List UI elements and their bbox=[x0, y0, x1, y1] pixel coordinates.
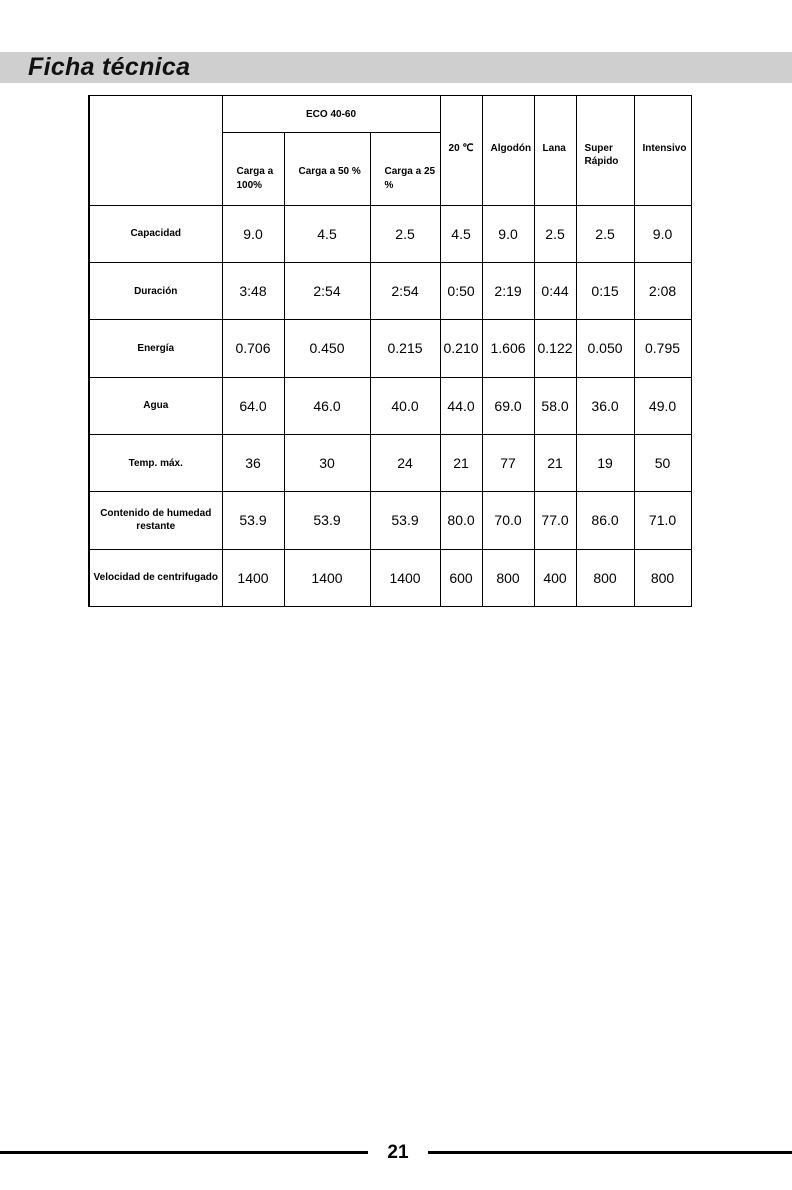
value-cell: 69.0 bbox=[482, 377, 534, 434]
value-cell: 53.9 bbox=[284, 492, 370, 549]
value-cell: 2.5 bbox=[534, 205, 576, 262]
value-cell: 9.0 bbox=[222, 205, 284, 262]
row-label: Contenido de humedad restante bbox=[89, 492, 222, 549]
value-cell: 0.210 bbox=[440, 320, 482, 377]
value-cell: 49.0 bbox=[634, 377, 691, 434]
value-cell: 800 bbox=[576, 549, 634, 606]
value-cell: 3:48 bbox=[222, 262, 284, 319]
value-cell: 800 bbox=[634, 549, 691, 606]
value-cell: 44.0 bbox=[440, 377, 482, 434]
value-cell: 71.0 bbox=[634, 492, 691, 549]
row-label: Capacidad bbox=[89, 205, 222, 262]
value-cell: 0.122 bbox=[534, 320, 576, 377]
table-row bbox=[89, 320, 691, 377]
value-cell: 1400 bbox=[370, 549, 440, 606]
value-cell: 800 bbox=[482, 549, 534, 606]
value-cell: 400 bbox=[534, 549, 576, 606]
value-cell: 4.5 bbox=[284, 205, 370, 262]
value-cell: 24 bbox=[370, 434, 440, 491]
value-cell: 77 bbox=[482, 434, 534, 491]
value-cell: 58.0 bbox=[534, 377, 576, 434]
value-cell: 2:54 bbox=[370, 262, 440, 319]
program-label: Super Rápido bbox=[584, 143, 619, 167]
program-header-lana bbox=[534, 96, 576, 206]
page-number: 21 bbox=[387, 1142, 409, 1163]
value-cell: 36 bbox=[222, 434, 284, 491]
value-cell: 1400 bbox=[284, 549, 370, 606]
eco-header: ECO 40-60 bbox=[222, 96, 440, 133]
program-header-intensivo bbox=[634, 96, 691, 206]
value-cell: 1.606 bbox=[482, 320, 534, 377]
value-cell: 40.0 bbox=[370, 377, 440, 434]
header-empty-cell bbox=[89, 96, 222, 206]
value-cell: 1400 bbox=[222, 549, 284, 606]
value-cell: 30 bbox=[284, 434, 370, 491]
row-label: Velocidad de centrifugado bbox=[89, 549, 222, 606]
value-cell: 0.215 bbox=[370, 320, 440, 377]
row-label: Temp. máx. bbox=[89, 434, 222, 491]
value-cell: 0:44 bbox=[534, 262, 576, 319]
program-header-super-rapido bbox=[576, 96, 634, 206]
value-cell: 70.0 bbox=[482, 492, 534, 549]
value-cell: 0:50 bbox=[440, 262, 482, 319]
value-cell: 2:08 bbox=[634, 262, 691, 319]
value-cell: 77.0 bbox=[534, 492, 576, 549]
value-cell: 64.0 bbox=[222, 377, 284, 434]
row-label: Energía bbox=[89, 320, 222, 377]
program-header-algodon bbox=[482, 96, 534, 206]
table-row bbox=[89, 549, 691, 606]
page-title: Ficha técnica bbox=[28, 53, 191, 81]
eco-load-100: Carga a 100% bbox=[222, 133, 284, 205]
value-cell: 4.5 bbox=[440, 205, 482, 262]
table-row bbox=[89, 377, 691, 434]
value-cell: 53.9 bbox=[370, 492, 440, 549]
value-cell: 0.706 bbox=[222, 320, 284, 377]
value-cell: 50 bbox=[634, 434, 691, 491]
eco-load-25: Carga a 25 % bbox=[370, 133, 440, 205]
value-cell: 80.0 bbox=[440, 492, 482, 549]
table-row bbox=[89, 492, 691, 549]
value-cell: 86.0 bbox=[576, 492, 634, 549]
value-cell: 0.795 bbox=[634, 320, 691, 377]
row-label: Agua bbox=[89, 377, 222, 434]
value-cell: 2.5 bbox=[576, 205, 634, 262]
value-cell: 0.450 bbox=[284, 320, 370, 377]
footer-rule-right bbox=[428, 1151, 792, 1154]
value-cell: 2.5 bbox=[370, 205, 440, 262]
program-label: 20 ℃ bbox=[448, 143, 474, 154]
value-cell: 21 bbox=[440, 434, 482, 491]
value-cell: 9.0 bbox=[482, 205, 534, 262]
table-row bbox=[89, 205, 691, 262]
value-cell: 0:15 bbox=[576, 262, 634, 319]
row-label: Duración bbox=[89, 262, 222, 319]
value-cell: 53.9 bbox=[222, 492, 284, 549]
program-header-20c bbox=[440, 96, 482, 206]
footer-rule-left bbox=[0, 1151, 368, 1154]
program-label: Algodón bbox=[490, 143, 532, 154]
table-row bbox=[89, 262, 691, 319]
table-row bbox=[89, 434, 691, 491]
spec-table bbox=[88, 95, 692, 607]
value-cell: 2:19 bbox=[482, 262, 534, 319]
program-label: Lana bbox=[542, 143, 566, 154]
value-cell: 36.0 bbox=[576, 377, 634, 434]
value-cell: 19 bbox=[576, 434, 634, 491]
value-cell: 600 bbox=[440, 549, 482, 606]
value-cell: 21 bbox=[534, 434, 576, 491]
value-cell: 0.050 bbox=[576, 320, 634, 377]
eco-load-50: Carga a 50 % bbox=[284, 133, 370, 205]
program-label: Intensivo bbox=[642, 143, 687, 154]
value-cell: 2:54 bbox=[284, 262, 370, 319]
value-cell: 9.0 bbox=[634, 205, 691, 262]
value-cell: 46.0 bbox=[284, 377, 370, 434]
